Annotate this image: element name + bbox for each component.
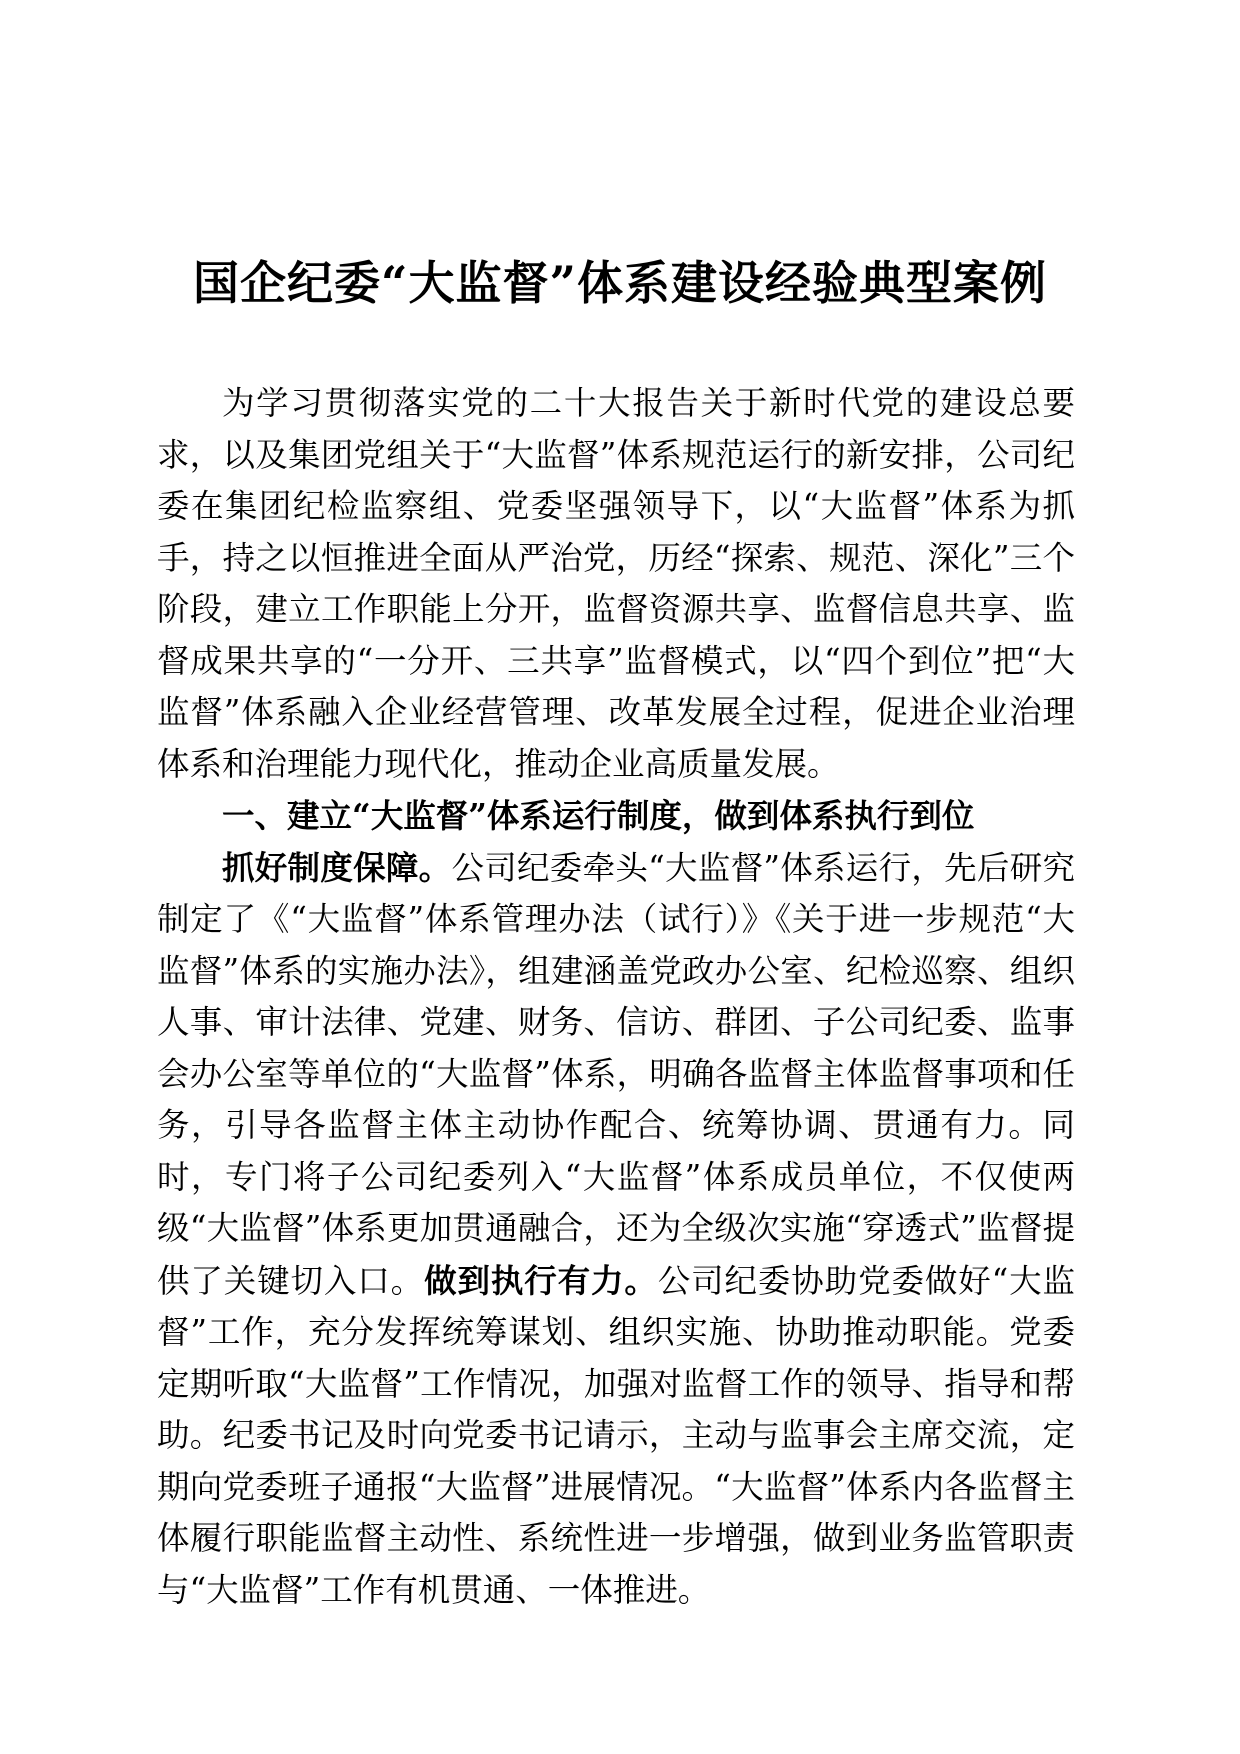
paragraph-lead-1: 抓好制度保障。 (222, 847, 452, 887)
document-title: 国企纪委“大监督”体系建设经验典型案例 (193, 255, 1047, 310)
paragraph-lead-2: 做到执行有力。 (424, 1260, 658, 1300)
paragraph-text-1: 公司纪委牵头“大监督”体系运行，先后研究制定了《“大监督”体系管理办法（试行）》《关于进一步规范“大监督”体系的实施办法》，组建涵盖党政办公室、纪检巡察、组织人事、审计法律、党建、财务、信访、群团、子公司纪委、监事会办公室等单位的“大监督”体系，明确各监督主体监督事项和任务，引导各监督主体主动协作配合、统筹协调、贯通有力。同时，专门将子公司纪委列入“大监督”体系成员单位，不仅使两级“大监督”体系更加贯通融合，还为全级次实施“穿透式”监督提供了关键切入口。 (157, 848, 1075, 1300)
section-heading: 一、建立“大监督”体系运行制度，做到体系执行到位 (222, 796, 975, 835)
intro-paragraph: 为学习贯彻落实党的二十大报告关于新时代党的建设总要求，以及集团党组关于“大监督”体系规范运行的新安排，公司纪委在集团纪检监察组、党委坚强领导下，以“大监督”体系为抓手，持之以恒推进全面从严治党，历经“探索、规范、深化”三个阶段，建立工作职能上分开，监督资源共享、监督信息共享、监督成果共享的“一分开、三共享”监督模式，以“四个到位”把“大监督”体系融入企业经营管理、改革发展全过程，促进企业治理体系和治理能力现代化，推动企业高质量发展。 (157, 384, 1075, 783)
section-paragraph (157, 842, 1075, 1617)
document-body (157, 378, 1075, 1616)
paragraph-text-2: 公司纪委协助党委做好“大监督”工作，充分发挥统筹谋划、组织实施、协助推动职能。党委定期听取“大监督”工作情况，加强对监督工作的领导、指导和帮助。纪委书记及时向党委书记请示，主动与监事会主席交流，定期向党委班子通报“大监督”进展情况。“大监督”体系内各监督主体履行职能监督主动性、系统性进一步增强，做到业务监管职责与“大监督”工作有机贯通、一体推进。 (157, 1261, 1075, 1609)
